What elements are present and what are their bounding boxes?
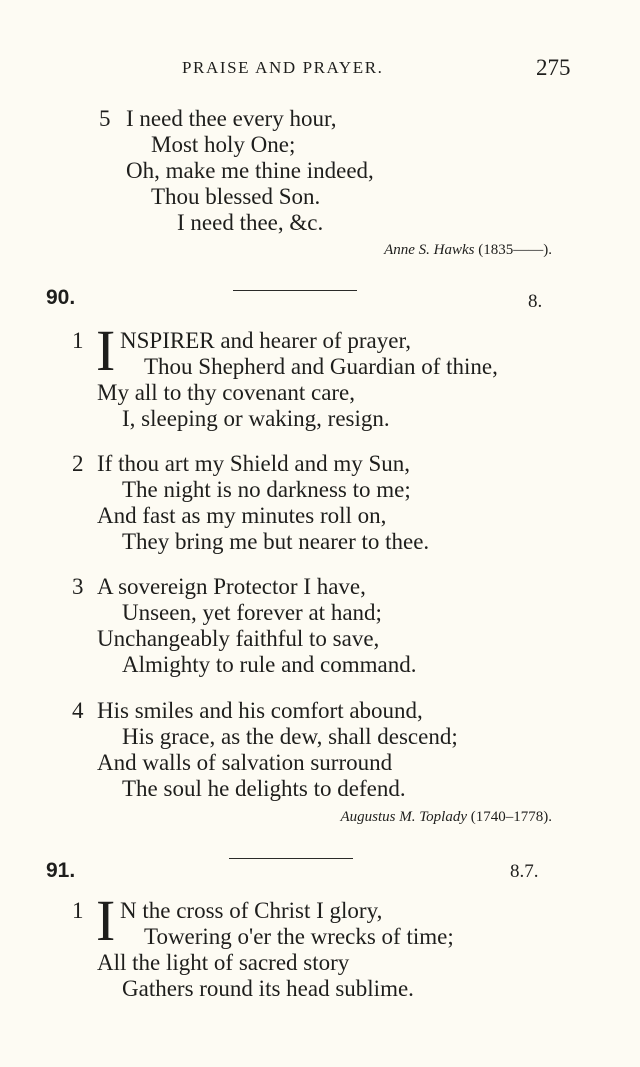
verse-line: If thou art my Shield and my Sun, xyxy=(97,451,411,476)
verse-line: Almighty to rule and command. xyxy=(122,652,417,677)
verse-line: Gathers round its head sublime. xyxy=(122,976,414,1001)
author-name: Anne S. Hawks xyxy=(384,242,475,258)
stanza-number: 1 xyxy=(72,328,84,353)
verse-line: N the cross of Christ I glory, xyxy=(120,898,383,923)
author-attribution xyxy=(340,809,552,826)
verse-line: I need thee every hour, xyxy=(126,106,337,131)
author-name: Augustus M. Toplady xyxy=(340,809,467,825)
verse-line: Thou Shepherd and Guardian of thine, xyxy=(144,354,498,379)
section-divider xyxy=(229,858,353,859)
verse-line: The soul he delights to defend. xyxy=(122,776,406,801)
drop-cap: I xyxy=(96,318,116,383)
verse-line: Oh, make me thine indeed, xyxy=(126,158,374,183)
verse-line: And fast as my minutes roll on, xyxy=(97,503,387,528)
verse-line: The night is no darkness to me; xyxy=(122,477,411,502)
verse-line: I, sleeping or waking, resign. xyxy=(122,406,390,431)
verse-line: A sovereign Protector I have, xyxy=(97,574,366,599)
stanza-number: 2 xyxy=(72,451,84,476)
stanza-number: 3 xyxy=(72,574,84,599)
verse-line: Thou blessed Son. xyxy=(151,184,321,209)
verse-line: Towering o'er the wrecks of time; xyxy=(144,924,454,949)
verse-line: And walls of salvation surround xyxy=(97,750,393,775)
stanza-number: 4 xyxy=(72,698,84,723)
stanza-number: 5 xyxy=(99,106,111,131)
verse-line: My all to thy covenant care, xyxy=(97,380,356,405)
verse-line: Unchangeably faithful to save, xyxy=(97,626,380,651)
drop-cap: I xyxy=(96,888,116,953)
hymn-meter: 8. xyxy=(528,291,543,312)
verse-line: NSPIRER and hearer of prayer, xyxy=(120,328,411,353)
author-attribution xyxy=(384,242,552,259)
stanza-number: 1 xyxy=(72,898,84,923)
hymn-meter: 8.7. xyxy=(510,861,539,882)
page-number: 275 xyxy=(536,55,571,80)
hymn-number: 90. xyxy=(46,286,76,309)
verse-line: I need thee, &c. xyxy=(177,210,324,235)
running-head: PRAISE AND PRAYER. xyxy=(182,58,384,77)
verse-line: His smiles and his comfort abound, xyxy=(97,698,423,723)
author-dates: (1835——). xyxy=(478,242,552,258)
verse-line: Most holy One; xyxy=(151,132,296,157)
verse-line: They bring me but nearer to thee. xyxy=(122,529,430,554)
hymn-number: 91. xyxy=(46,859,76,882)
verse-line: Unseen, yet forever at hand; xyxy=(122,600,382,625)
author-dates: (1740–1778). xyxy=(470,809,552,825)
verse-line: All the light of sacred story xyxy=(97,950,350,975)
verse-line: His grace, as the dew, shall descend; xyxy=(122,724,458,749)
section-divider xyxy=(233,290,357,291)
